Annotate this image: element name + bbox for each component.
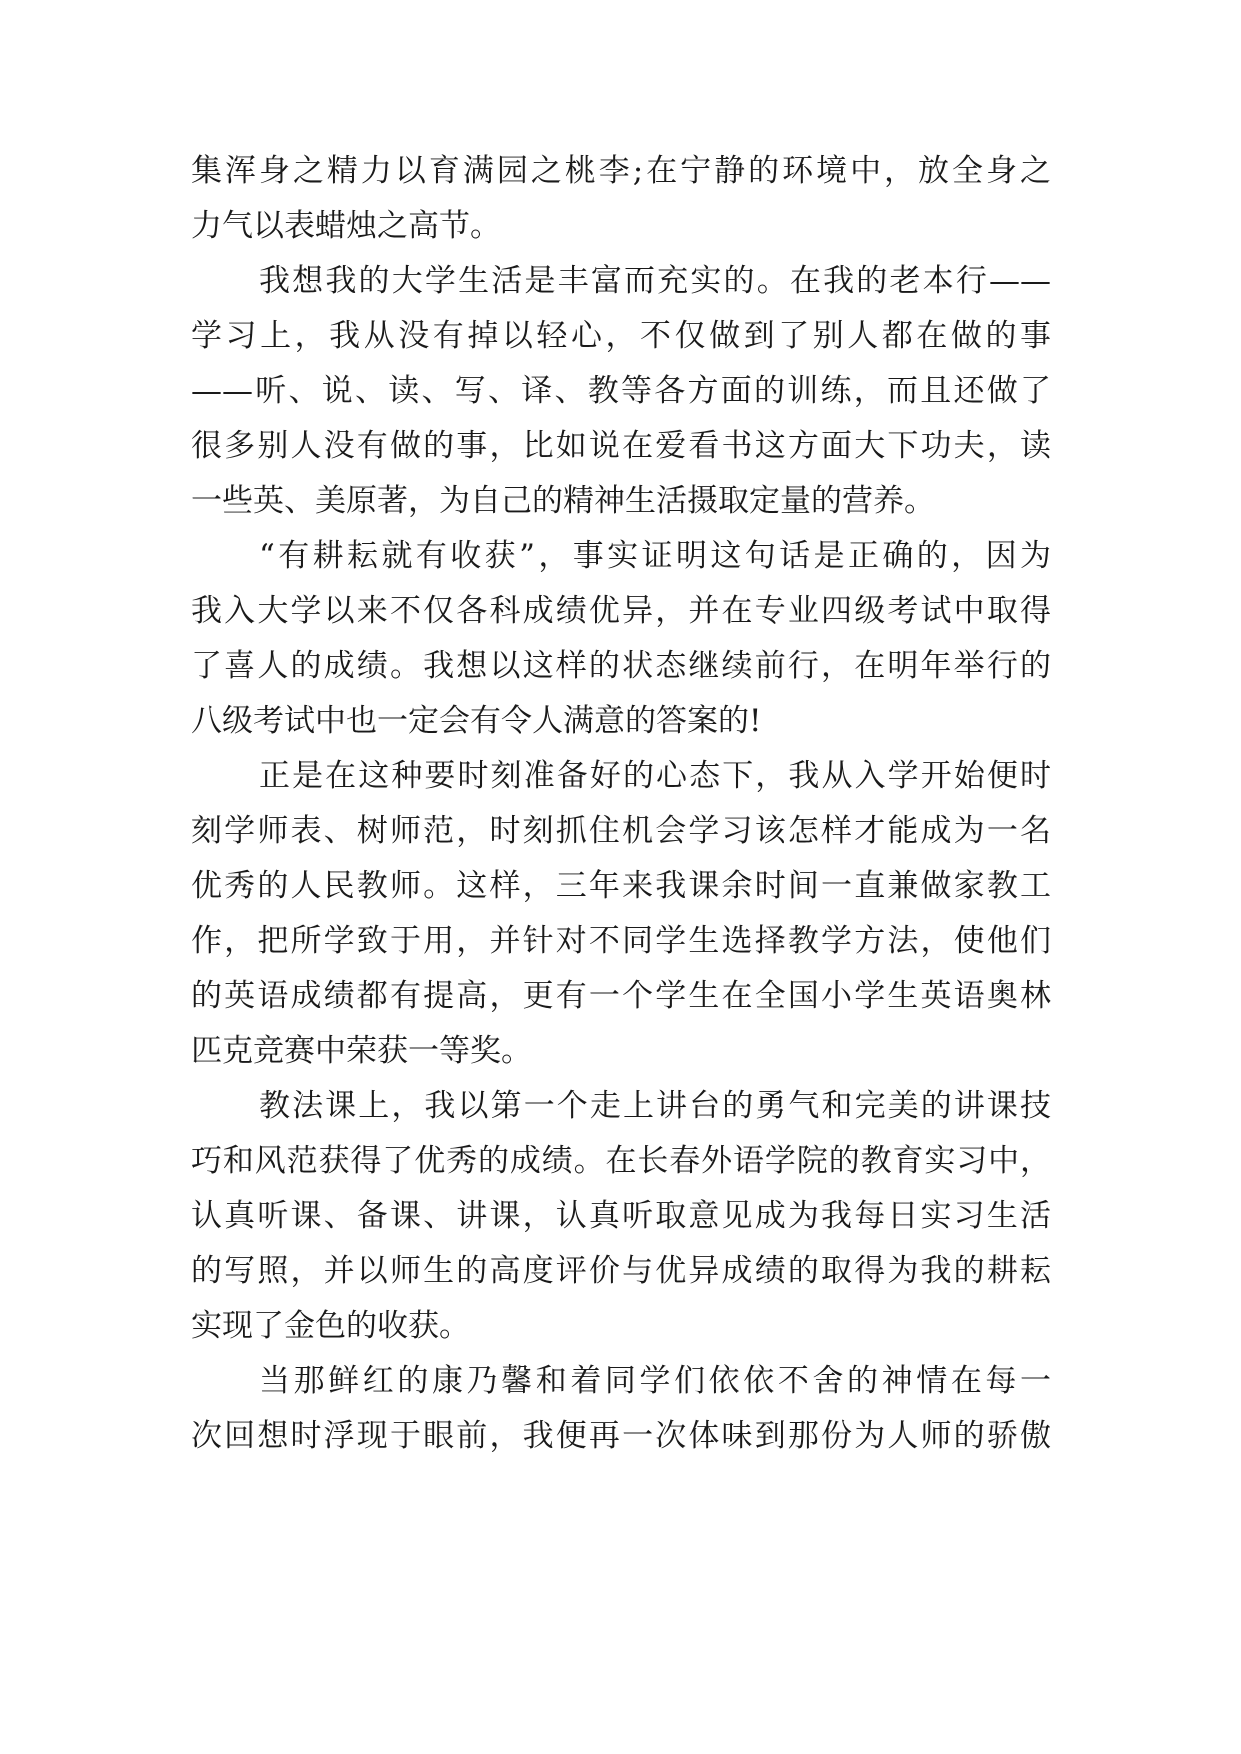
- text-line: 教法课上，我以第一个走上讲台的勇气和完美的讲课技: [259, 1088, 1051, 1124]
- text-line: 巧和风范获得了优秀的成绩。在长春外语学院的教育实习中，: [191, 1143, 1051, 1179]
- text-line: 我入大学以来不仅各科成绩优异，并在专业四级考试中取得: [191, 593, 1051, 629]
- text-line: 的英语成绩都有提高，更有一个学生在全国小学生英语奥林: [191, 978, 1051, 1014]
- text-line: 一些英、美原著，为自己的精神生活摄取定量的营养。: [191, 483, 935, 519]
- text-line: 正是在这种要时刻准备好的心态下，我从入学开始便时: [259, 758, 1051, 794]
- text-line: 优秀的人民教师。这样，三年来我课余时间一直兼做家教工: [191, 868, 1051, 904]
- text-line: 匹克竞赛中荣获一等奖。: [191, 1033, 532, 1069]
- text-line: 力气以表蜡烛之高节。: [191, 208, 501, 244]
- text-line: 认真听课、备课、讲课，认真听取意见成为我每日实习生活: [191, 1198, 1051, 1234]
- text-line: 实现了金色的收获。: [191, 1308, 470, 1344]
- text-line: 很多别人没有做的事，比如说在爱看书这方面大下功夫，读: [191, 428, 1051, 464]
- text-line: “有耕耘就有收获”，事实证明这句话是正确的，因为: [259, 538, 1051, 574]
- text-line: 作，把所学致于用，并针对不同学生选择教学方法，使他们: [191, 923, 1051, 959]
- text-line: 我想我的大学生活是丰富而充实的。在我的老本行——: [259, 263, 1051, 299]
- text-line: 集浑身之精力以育满园之桃李;在宁静的环境中，放全身之: [191, 153, 1051, 189]
- text-line: 了喜人的成绩。我想以这样的状态继续前行，在明年举行的: [191, 648, 1051, 684]
- text-line: ——听、说、读、写、译、教等各方面的训练，而且还做了: [191, 373, 1051, 409]
- text-line: 八级考试中也一定会有令人满意的答案的!: [191, 703, 762, 739]
- text-line: 的写照，并以师生的高度评价与优异成绩的取得为我的耕耘: [191, 1253, 1051, 1289]
- text-line: 学习上，我从没有掉以轻心，不仅做到了别人都在做的事: [191, 318, 1051, 354]
- text-line: 当那鲜红的康乃馨和着同学们依依不舍的神情在每一: [259, 1363, 1051, 1399]
- text-line: 次回想时浮现于眼前，我便再一次体味到那份为人师的骄傲: [191, 1418, 1051, 1454]
- text-line: 刻学师表、树师范，时刻抓住机会学习该怎样才能成为一名: [191, 813, 1051, 849]
